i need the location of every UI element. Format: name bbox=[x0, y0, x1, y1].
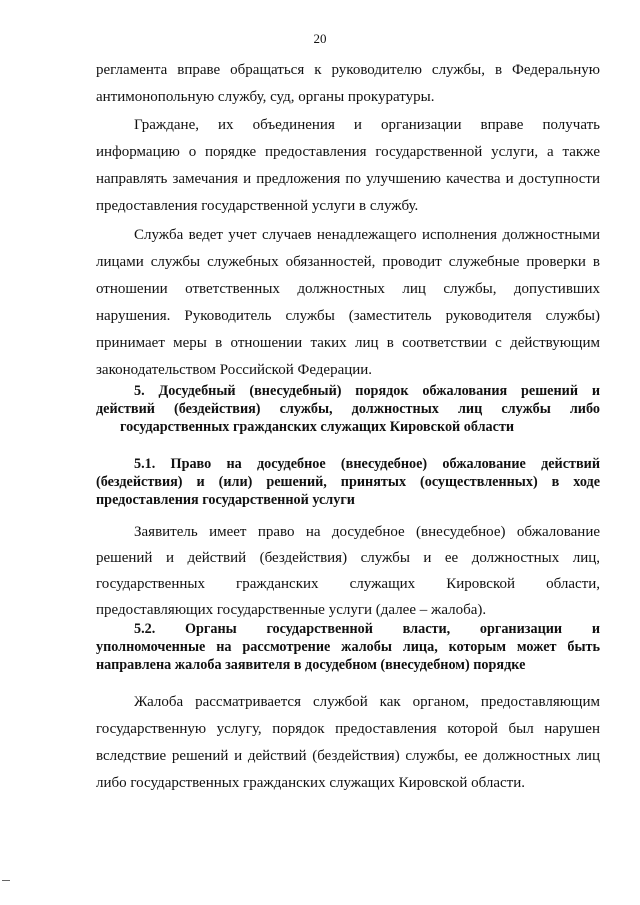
text-line: законодательством Российской Федерации. bbox=[96, 362, 373, 378]
subsection-heading-line: предоставления государственной услуги bbox=[96, 492, 355, 508]
section-heading-line: 5. Досудебный (внесудебный) порядок обжалования решений и bbox=[134, 383, 600, 399]
section-heading-line: действий (бездействия) службы, должностных лиц службы либо bbox=[96, 401, 600, 417]
text-line: решений и действий (бездействия) службы и ее должностных лиц, bbox=[96, 550, 600, 566]
subsection-heading-line: 5.2. Органы государственной власти, организации и bbox=[134, 621, 600, 637]
section-heading-line: государственных гражданских служащих Кировской области bbox=[120, 419, 515, 435]
page-number: 20 bbox=[313, 31, 327, 46]
text-line: нарушения. Руководитель службы (заместитель руководителя службы) bbox=[96, 308, 600, 324]
text-line: принимает меры в отношении таких лиц в соответствии с действующим bbox=[96, 335, 600, 351]
subsection-heading-line: 5.1. Право на досудебное (внесудебное) обжалование действий bbox=[134, 456, 600, 472]
text-line: предоставления государственной услуги в службу. bbox=[96, 198, 419, 214]
text-line: Граждане, их объединения и организации вправе получать bbox=[134, 117, 600, 133]
text-line: информацию о порядке предоставления государственной услуги, а также bbox=[96, 144, 600, 160]
text-line: вследствие решений и действий (бездействия) службы, ее должностных лиц bbox=[96, 748, 600, 764]
text-line: антимонопольную службу, суд, органы прокуратуры. bbox=[96, 89, 435, 105]
text-line: лицами службы служебных обязанностей, проводит служебные проверки в bbox=[96, 254, 600, 270]
subsection-heading-line: (бездействия) и (или) решений, принятых (осуществленных) в ходе bbox=[96, 474, 600, 490]
subsection-heading-line: направлена жалоба заявителя в досудебном (внесудебном) порядке bbox=[96, 657, 526, 673]
text-line: либо государственных гражданских служащих Кировской области. bbox=[96, 775, 525, 791]
text-line: Жалоба рассматривается службой как органом, предоставляющим bbox=[134, 694, 600, 710]
text-line: Заявитель имеет право на досудебное (внесудебное) обжалование bbox=[134, 524, 600, 540]
text-line: государственную услугу, порядок предоставления которой был нарушен bbox=[96, 721, 600, 737]
text-line: государственных гражданских служащих Кировской области, bbox=[96, 576, 600, 592]
text-line: направлять замечания и предложения по улучшению качества и доступности bbox=[96, 171, 600, 187]
scan-edge-mark bbox=[2, 880, 10, 881]
text-line: регламента вправе обращаться к руководителю службы, в Федеральную bbox=[96, 62, 600, 78]
text-line: Служба ведет учет случаев ненадлежащего исполнения должностными bbox=[134, 227, 600, 243]
text-line: предоставляющих государственные услуги (далее – жалоба). bbox=[96, 602, 487, 618]
text-line: отношении ответственных должностных лиц службы, допустивших bbox=[96, 281, 600, 297]
subsection-heading-line: уполномоченные на рассмотрение жалобы лица, которым может быть bbox=[96, 639, 600, 655]
